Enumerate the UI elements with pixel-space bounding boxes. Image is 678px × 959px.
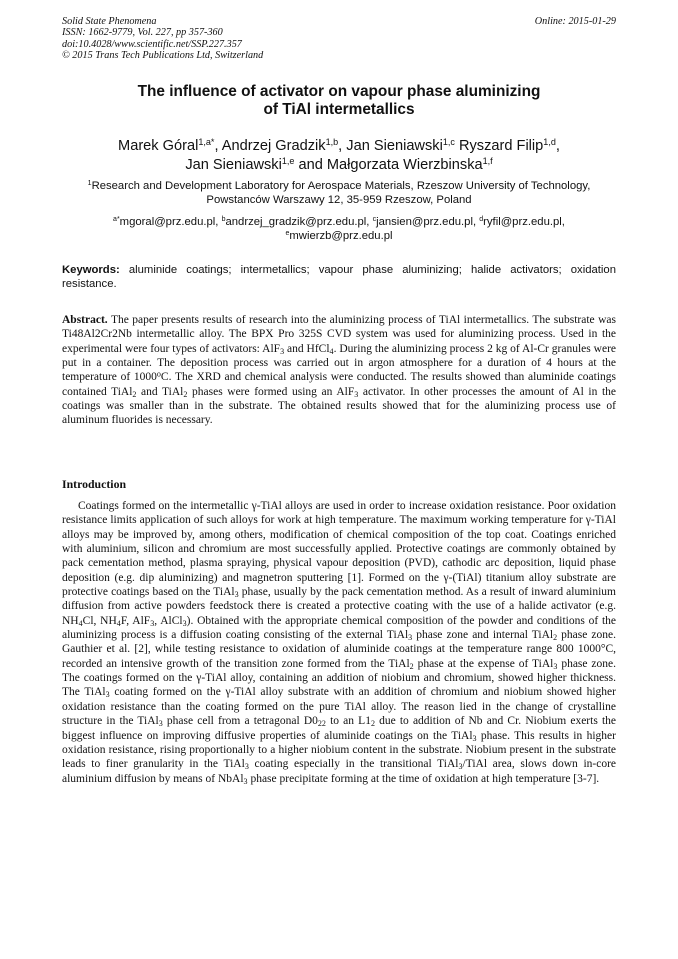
subscript: 4 <box>329 346 334 356</box>
author-affiliation-marker: 1,a* <box>198 137 215 148</box>
affiliation-text: Research and Development Laboratory for Aerospace Materials, Rzeszow University of Technology, Powstanców Warszawy 12, 35-959 Rzeszow, Poland <box>91 180 591 206</box>
subscript: 3 <box>354 389 359 399</box>
author-separator: , <box>214 138 222 154</box>
subscript: 3 <box>158 719 163 729</box>
keywords <box>62 263 616 291</box>
abstract <box>62 313 616 428</box>
text-run: phase precipitate forming at the time of oxidation at high temperature [3-7]. <box>247 772 600 785</box>
text-run: phases were formed using an AlF <box>187 385 355 398</box>
author-separator: , <box>338 138 347 154</box>
subscript: 2 <box>183 389 188 399</box>
subscript: 3 <box>408 633 413 643</box>
subscript: 2 <box>553 633 558 643</box>
affiliation-marker: 1 <box>87 180 92 188</box>
text-run: coating formed on the γ-TiAl alloy substrate with an addition of chromium and niobium showed higher oxidation resistance than the coating formed on the pure TiAl alloy. The reason lied in the change of crystalline structure in the TiAl <box>62 686 616 728</box>
text-run: /TiAl area, slows down in-core aluminium diffusion by means of NbAl <box>62 758 617 785</box>
subscript: 3 <box>150 618 155 628</box>
subscript: 22 <box>317 719 326 729</box>
section-heading-introduction: Introduction <box>62 477 127 491</box>
text-run: phase. This results in higher oxidation resistance, rising proportionally to a higher niobium content in the substrate. Niobium present in the substrate leads to finer granularity in the TiAl <box>62 729 616 771</box>
text-run: phase zone. The coatings formed on the γ-TiAl alloy, containing an addition of niobium and chromium, showed higher thickness. The TiAl <box>62 657 616 699</box>
abstract-label: Abstract. <box>62 314 108 326</box>
text-run: phase zone. Gauthier et al. [2], while testing resistance to oxidation of aluminide coatings at the temperature range 800 1000°C, recorded an intensive growth of the transition zone formed from the TiAl <box>62 629 616 670</box>
text-run: F, AlF <box>120 614 151 627</box>
doi-line: doi:10.4028/www.scientific.net/SSP.227.357 <box>62 38 242 50</box>
subscript: 3 <box>182 618 187 628</box>
online-date: Online: 2015-01-29 <box>534 16 616 27</box>
text-run: phase cell from a tetragonal D0 <box>162 715 318 728</box>
text-run: phase zone and internal TiAl <box>412 629 554 642</box>
subscript: 4 <box>116 618 121 628</box>
text-run: due to addition of Nb and Cr. Niobium exerts the biggest influence on improving diffusive properties of aluminide coatings on the TiAl <box>62 715 616 742</box>
text-run: C. The XRD and chemical analysis were conducted. The results showed than aluminide coatings contained TiAl <box>62 371 616 398</box>
email-marker: c <box>372 216 377 224</box>
email-marker: e <box>285 230 290 238</box>
email-address: jansien@prz.edu.pl, <box>376 216 480 228</box>
subscript: 3 <box>234 590 239 600</box>
text-run: ). Obtained with the appropriate chemical composition of the powder and conditions of the aluminizing process is a diffusion coating consisting of the external TiAl <box>62 614 617 642</box>
text-run: to an L1 <box>325 715 371 728</box>
title-line-1: The influence of activator on vapour phase aluminizing <box>137 83 541 100</box>
text-run: The paper presents results of research into the aluminizing process of TiAl intermetallics. The substrate was Ti48Al2Cr2Nb intermetallic alloy. The BPX Pro 325S CVD system was used for aluminizing process. Used in the experimental were four types of activators: AlF <box>62 314 616 355</box>
author-separator: , <box>555 138 560 154</box>
text-run: and TiAl <box>136 385 184 398</box>
author-name: Andrzej Gradzik <box>221 138 326 154</box>
superscript: o <box>156 369 161 379</box>
author-affiliation-marker: 1,f <box>482 156 493 167</box>
author-name: Marek Góral <box>118 138 199 154</box>
email-marker: d <box>479 216 484 224</box>
author-name: Jan Sieniawski <box>346 138 443 154</box>
subscript: 3 <box>458 762 463 772</box>
keywords-label: Keywords: <box>62 264 120 276</box>
subscript: 4 <box>78 618 83 628</box>
text-run: activator. In other processes the amount of Al in the coatings was smaller than in the substrate. The obtained results showed that for the aluminizing process use of aluminum fluorides is necessary. <box>62 385 617 427</box>
text-run: , AlCl <box>154 614 183 627</box>
abstract-body <box>62 314 616 426</box>
email-marker: b <box>221 216 226 224</box>
subscript: 3 <box>553 661 558 671</box>
title-line-2: of TiAl intermetallics <box>263 101 415 118</box>
paper-title <box>62 83 616 119</box>
journal-header <box>62 16 616 62</box>
subscript: 3 <box>105 690 110 700</box>
text-run: . During the aluminizing process 2 kg of Al-Cr granules were put in a container. The deposition process was carried out in argon atmosphere for a duration of 4 hours at the temperature of 1000 <box>62 342 617 384</box>
subscript: 3 <box>472 733 477 743</box>
text-run: and HfCl <box>284 342 330 355</box>
text-run: coating especially in the transitional TiAl <box>248 758 459 771</box>
copyright-line: © 2015 Trans Tech Publications Ltd, Switzerland <box>62 50 264 62</box>
author-name: Małgorzata Wierzbinska <box>326 157 483 173</box>
text-run: Cl, NH <box>82 614 117 627</box>
text-run: phase at the expense of TiAl <box>413 657 554 670</box>
author-affiliation-marker: 1,d <box>543 137 556 148</box>
email-address: andrzej_gradzik@prz.edu.pl, <box>225 216 373 228</box>
author-affiliation-marker: 1,c <box>442 137 455 148</box>
author-separator: and <box>294 157 327 173</box>
keywords-text: aluminide coatings; intermetallics; vapour phase aluminizing; halide activators; oxidation resistance. <box>62 264 616 290</box>
introduction-body <box>62 499 616 786</box>
subscript: 2 <box>370 719 375 729</box>
subscript: 2 <box>409 661 414 671</box>
author-name: Jan Sieniawski <box>185 157 282 173</box>
text-run: Coatings formed on the intermetallic γ-TiAl alloys are used in order to increase oxidation resistance. Poor oxidation resistance limits application of such alloys for work at high temperature. The maximum working temperature for γ-TiAl alloys may be improved by, among others, modification of chemical composition of the top coat. Coatings enriched with aluminium, silicon and chromium are most successfully applied. Protective coatings are commonly obtained by pack cementation method, plasma spraying, physical vapour deposition (PVD), cathodic arc deposition, liquid phase deposition (e.g. dip aluminizing) and magnetron sputtering [1]. Formed on the γ-(TiAl) titanium alloy substrate are protective coatings based on the TiAl <box>62 500 616 599</box>
email-address: ryfil@prz.edu.pl, <box>483 216 565 228</box>
author-affiliation-marker: 1,e <box>281 156 295 167</box>
subscript: 3 <box>243 776 248 786</box>
affiliation <box>62 179 616 207</box>
author-affiliation-marker: 1,b <box>325 137 339 148</box>
subscript: 2 <box>132 389 137 399</box>
email-address: mgoral@prz.edu.pl, <box>119 216 222 228</box>
subscript: 3 <box>244 762 249 772</box>
email-list <box>62 215 616 243</box>
author-name: Ryszard Filip <box>458 138 544 154</box>
author-list <box>62 137 616 175</box>
journal-name: Solid State Phenomena <box>62 16 157 27</box>
email-address: mwierzb@prz.edu.pl <box>289 230 393 242</box>
text-run: phase, usually by the pack cementation method. As a result of inward aluminium diffusion from active powders feedstock there is created a protective coating with the use of a halide activator (e.g. NH <box>62 586 616 627</box>
email-marker: a* <box>113 216 120 224</box>
issn-line: ISSN: 1662-9779, Vol. 227, pp 357-360 <box>62 27 223 39</box>
subscript: 3 <box>280 346 285 356</box>
